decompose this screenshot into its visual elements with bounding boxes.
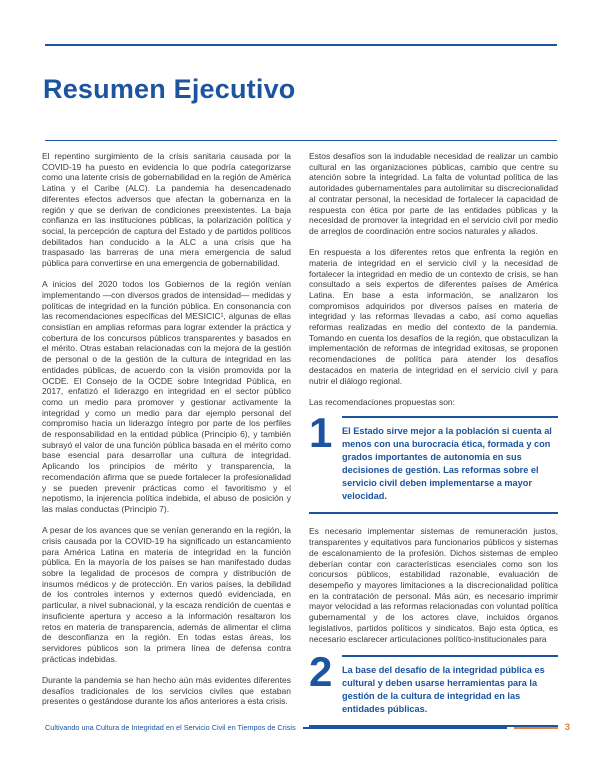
- paragraph-sistemas-remuneracion: Es necesario implementar sistemas de remuneración justos, transparentes y equitativos para funcionarios públicos y sistemas de escalonamiento de la profesión. Dichos sistemas de empleo deberían contar con características esenciales como son los concursos públicos, estabilidad razonable, evaluación de desempeño y mayores limitaciones a la discrecionalidad política en la contratación de personal. Más aún, es necesario imprimir mayor velocidad a las reformas relacionadas con voluntad política gubernamental y de los actores clave, incluidos órganos legislativos, partidos políticos y sindicatos. Bajo esta óptica, es necesario esclarecer articulaciones político-institucionales para: [309, 526, 558, 644]
- recommendation-2-body: [309, 647, 558, 716]
- recommendation-1-bottom-rule: [309, 512, 558, 514]
- recommendation-1-number: 1: [309, 409, 333, 457]
- page-number: 3: [564, 722, 570, 733]
- paragraph-gobiernos-2020: A inicios del 2020 todos los Gobiernos de la región venían implementando —con diversos grados de intensidad— medidas y políticas de integridad en la función pública. En consonancia con las recomendaciones específicas del MESICIC¹, algunas de ellas consistían en amplias reformas para lograr extender la práctica y cobertura de los concursos públicos transparentes y basados en el mérito. Otras estaban relacionadas con la mejora de la gestión de personal o de la gestión de la cultura de integridad en las entidades públicas, de acuerdo con la visión promovida por la OCDE. El Consejo de la OCDE sobre Integridad Pública, en 2017, enfatizó el liderazgo en integridad en el sector público como un medio para promover y gestionar activamente la integridad y como un medio para dar ejemplo personal del compromiso hacia un liderazgo íntegro por parte de los perfiles de responsabilidad en la entidad pública (Principio 6), y también subrayó el valor de una función pública basada en el mérito como base esencial para desarrollar una cultura de integridad. Aplicando los principios de mérito y transparencia, la recomendación afirma que se puede fortalecer la profesionalidad y se pueden prevenir prácticas como el favoritismo y el nepotismo, la injerencia política indebida, el abuso de posición y las malas conductas (Principio 7).: [42, 279, 291, 514]
- paragraph-respuesta-retos: En respuesta a los diferentes retos que enfrenta la región en materia de integridad en el servicio civil y la necesidad de fortalecer la integridad en medio de un contexto de crisis, se han consultado a seis expertos de diferentes países de América Latina. En base a esta información, se analizaron los compromisos adquiridos por diversos países en materia de integridad y las reformas llevadas a cabo, así como aquellas reformas realizadas en medio del contexto de la pandemia. Tomando en cuenta los desafíos de la región, que obstaculizan la implementación de reformas de integridad exitosas, se proponen recomendaciones de política para atender los desafíos destacados en materia de integridad en el servicio civil y para nutrir el diálogo regional.: [309, 247, 558, 386]
- top-divider: [45, 44, 557, 46]
- page-title: Resumen Ejecutivo: [43, 74, 296, 104]
- page-footer: [45, 722, 570, 733]
- right-column: [309, 151, 558, 739]
- recommendations-intro: Las recomendaciones propuestas son:: [309, 396, 456, 407]
- recommendation-1-content: [342, 416, 558, 503]
- recommendation-2: [309, 647, 558, 727]
- left-column: [42, 151, 291, 739]
- footer-document-title: Cultivando una Cultura de Integridad en el Servicio Civil en Tiempos de Crisis: [45, 723, 296, 732]
- title-divider: [45, 140, 557, 141]
- footer-rule-orange: [514, 727, 558, 729]
- paragraph-desafios-tradicionales: Durante la pandemia se han hecho aún más evidentes diferentes desafíos tradicionales de los servicios civiles que estaban presentes o gestándose durante los años anteriores a esta crisis.: [42, 674, 291, 707]
- paragraph-crisis-sanitaria: El repentino surgimiento de la crisis sanitaria causada por la COVID-19 ha puesto en evidencia lo que podría categorizarse como una latente crisis de gobernabilidad en la región de América Latina y el Caribe (ALC). La pandemia ha desencadenado diferentes efectos adversos que afectan la gobernanza en la región y que se derivan de condiciones preexistentes. La baja confianza en las instituciones públicas, la polarización política y social, la percepción de captura del Estado y de partidos políticos debilitados han conducido a la ALC a una crisis que ha traspasado las barreras de una mera emergencia de salud pública para convertirse en una emergencia de gobernabilidad.: [42, 151, 291, 269]
- recommendation-1: [309, 409, 558, 514]
- paragraph-cambio-cultural: Estos desafíos son la indudable necesidad de realizar un cambio cultural en las organizaciones públicas, cambio que centre su atención sobre la integridad. La falta de voluntad política de las autoridades gubernamentales para autolimitar su discrecionalidad al contratar personal, la necesidad de fortalecer la capacidad de respuesta con ética por parte de las entidades públicas y la necesidad de promover la integridad en el servicio civil por medio de arreglos de coordinación entre socios naturales y aliados.: [309, 151, 558, 236]
- recommendation-1-body: [309, 409, 558, 503]
- body-columns: [42, 151, 558, 739]
- recommendation-2-text: La base del desafío de la integridad pública es cultural y deben usarse herramientas para la gestión de la cultura de integridad en las entidades públicas.: [342, 664, 545, 714]
- footer-rule-blue: [303, 727, 507, 729]
- recommendation-2-content: [342, 655, 558, 716]
- recommendation-2-number: 2: [309, 647, 333, 695]
- paragraph-estancamiento: A pesar de los avances que se venían generando en la región, la crisis causada por la COVID-19 ha significado un estancamiento para América Latina en materia de integridad en la función pública. En la mayoría de los países se han manifestado dudas sobre la legalidad de procesos de compra y distribución de insumos médicos y de protección. En varios países, la debilidad de los controles internos y externos quedó evidenciada, en particular, a nivel subnacional, y la escaza rendición de cuentas e insuficiente apertura y acceso a la información resaltaron los retos en materia de transparencia, además de alimentar el clima de desconfianza en la región. En todas estas áreas, los servidores públicos son la primera línea de defensa contra prácticas indebidas.: [42, 525, 291, 664]
- recommendation-1-text: El Estado sirve mejor a la población si cuenta al menos con una burocracia ética, formada y con grados importantes de autonomía en sus decisiones de gestión. Las reformas sobre el servicio civil deben implementarse a mayor velocidad.: [342, 426, 552, 502]
